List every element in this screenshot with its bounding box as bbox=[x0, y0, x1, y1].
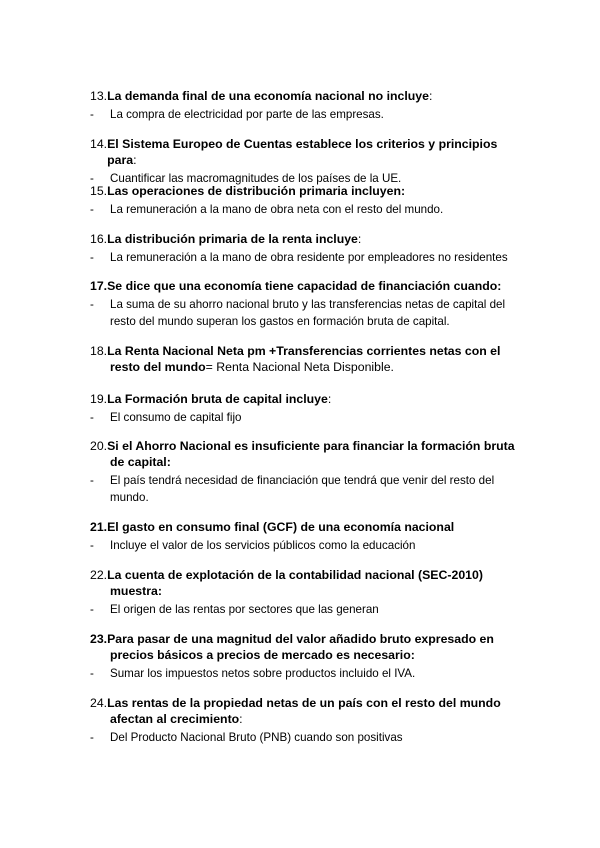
answer-item: - El origen de las rentas por sectores que las generan bbox=[90, 601, 530, 618]
question-text: La demanda final de una economía nacional no incluye: bbox=[107, 89, 433, 103]
question-17 bbox=[90, 278, 530, 330]
question-number: 16. bbox=[90, 232, 108, 246]
answer-text: El consumo de capital fijo bbox=[110, 411, 242, 424]
question-text: La Formación bruta de capital incluye: bbox=[107, 392, 332, 406]
answer-text: El país tendrá necesidad de financiación que tendrá que venir del resto del mundo. bbox=[110, 474, 495, 504]
question-23 bbox=[90, 631, 530, 682]
question-number: 15. bbox=[90, 184, 108, 198]
question-text: Las operaciones de distribución primaria incluyen: bbox=[107, 184, 406, 198]
question-text: Las rentas de la propiedad netas de un país con el resto del mundo bbox=[107, 696, 501, 710]
answer-item: - La suma de su ahorro nacional bruto y las transferencias netas de capital del resto del mundo superan los gastos en formación bruta de capital. bbox=[90, 296, 530, 330]
answer-item: - Incluye el valor de los servicios públicos como la educación bbox=[90, 537, 530, 554]
answer-text: Incluye el valor de los servicios públicos como la educación bbox=[110, 539, 416, 552]
question-number: 21. bbox=[90, 520, 108, 534]
question-24 bbox=[90, 695, 530, 746]
question-text-continued: muestra: bbox=[110, 584, 162, 598]
question-text: Para pasar de una magnitud del valor añadido bruto expresado en bbox=[107, 632, 494, 646]
question-number: 19. bbox=[90, 392, 108, 406]
question-number: 14. bbox=[90, 137, 108, 151]
question-text: El Sistema Europeo de Cuentas establece los criterios y principios para: bbox=[107, 137, 498, 167]
answer-text: Del Producto Nacional Bruto (PNB) cuando son positivas bbox=[110, 731, 403, 744]
question-19 bbox=[90, 391, 530, 426]
question-text-continued: afectan al crecimiento: bbox=[110, 712, 243, 726]
answer-text: La compra de electricidad por parte de las empresas. bbox=[110, 108, 384, 121]
answer-item: - Del Producto Nacional Bruto (PNB) cuando son positivas bbox=[90, 729, 530, 746]
question-13 bbox=[90, 88, 530, 123]
answer-text: El origen de las rentas por sectores que las generan bbox=[110, 603, 379, 616]
question-number: 23. bbox=[90, 632, 108, 646]
question-18 bbox=[90, 343, 530, 375]
answer-item: - La remuneración a la mano de obra neta con el resto del mundo. bbox=[90, 201, 530, 218]
answer-item: - La compra de electricidad por parte de las empresas. bbox=[90, 106, 530, 123]
question-16 bbox=[90, 231, 530, 266]
question-21 bbox=[90, 519, 530, 554]
question-text: La distribución primaria de la renta incluye: bbox=[107, 232, 362, 246]
question-text: Se dice que una economía tiene capacidad de financiación cuando: bbox=[107, 279, 502, 293]
question-text-continued: precios básicos a precios de mercado es necesario: bbox=[110, 648, 415, 662]
answer-text: La suma de su ahorro nacional bruto y las transferencias netas de capital del resto del mundo superan los gastos en formación bruta de capital. bbox=[110, 298, 506, 328]
question-number: 13. bbox=[90, 89, 108, 103]
answer-text: Sumar los impuestos netos sobre productos incluido el IVA. bbox=[110, 667, 416, 680]
answer-text: La remuneración a la mano de obra neta con el resto del mundo. bbox=[110, 203, 444, 216]
question-14 bbox=[90, 136, 530, 187]
question-22 bbox=[90, 567, 530, 618]
answer-item: - El país tendrá necesidad de financiación que tendrá que venir del resto del mundo. bbox=[90, 472, 530, 506]
answer-item: - La remuneración a la mano de obra residente por empleadores no residentes bbox=[90, 249, 530, 266]
answer-text: Cuantificar las macromagnitudes de los países de la UE. bbox=[110, 172, 402, 185]
question-text: Si el Ahorro Nacional es insuficiente para financiar la formación bruta bbox=[107, 439, 515, 453]
answer-item: - El consumo de capital fijo bbox=[90, 409, 530, 426]
question-text: El gasto en consumo final (GCF) de una economía nacional bbox=[107, 520, 455, 534]
question-text-continued: de capital: bbox=[110, 455, 171, 469]
answer-item: - Cuantificar las macromagnitudes de los países de la UE. bbox=[90, 170, 530, 187]
question-15 bbox=[90, 183, 530, 218]
question-20 bbox=[90, 438, 530, 506]
question-text: La cuenta de explotación de la contabilidad nacional (SEC-2010) bbox=[107, 568, 483, 582]
question-number: 18. bbox=[90, 344, 108, 358]
question-number: 20. bbox=[90, 439, 108, 453]
question-text-continued: resto del mundo= Renta Nacional Neta Disponible. bbox=[110, 360, 394, 374]
question-number: 17. bbox=[90, 279, 108, 293]
answer-text: La remuneración a la mano de obra residente por empleadores no residentes bbox=[110, 251, 508, 264]
question-number: 22. bbox=[90, 568, 108, 582]
question-text: La Renta Nacional Neta pm +Transferencias corrientes netas con el bbox=[107, 344, 501, 358]
answer-item: - Sumar los impuestos netos sobre productos incluido el IVA. bbox=[90, 665, 530, 682]
question-number: 24. bbox=[90, 696, 108, 710]
